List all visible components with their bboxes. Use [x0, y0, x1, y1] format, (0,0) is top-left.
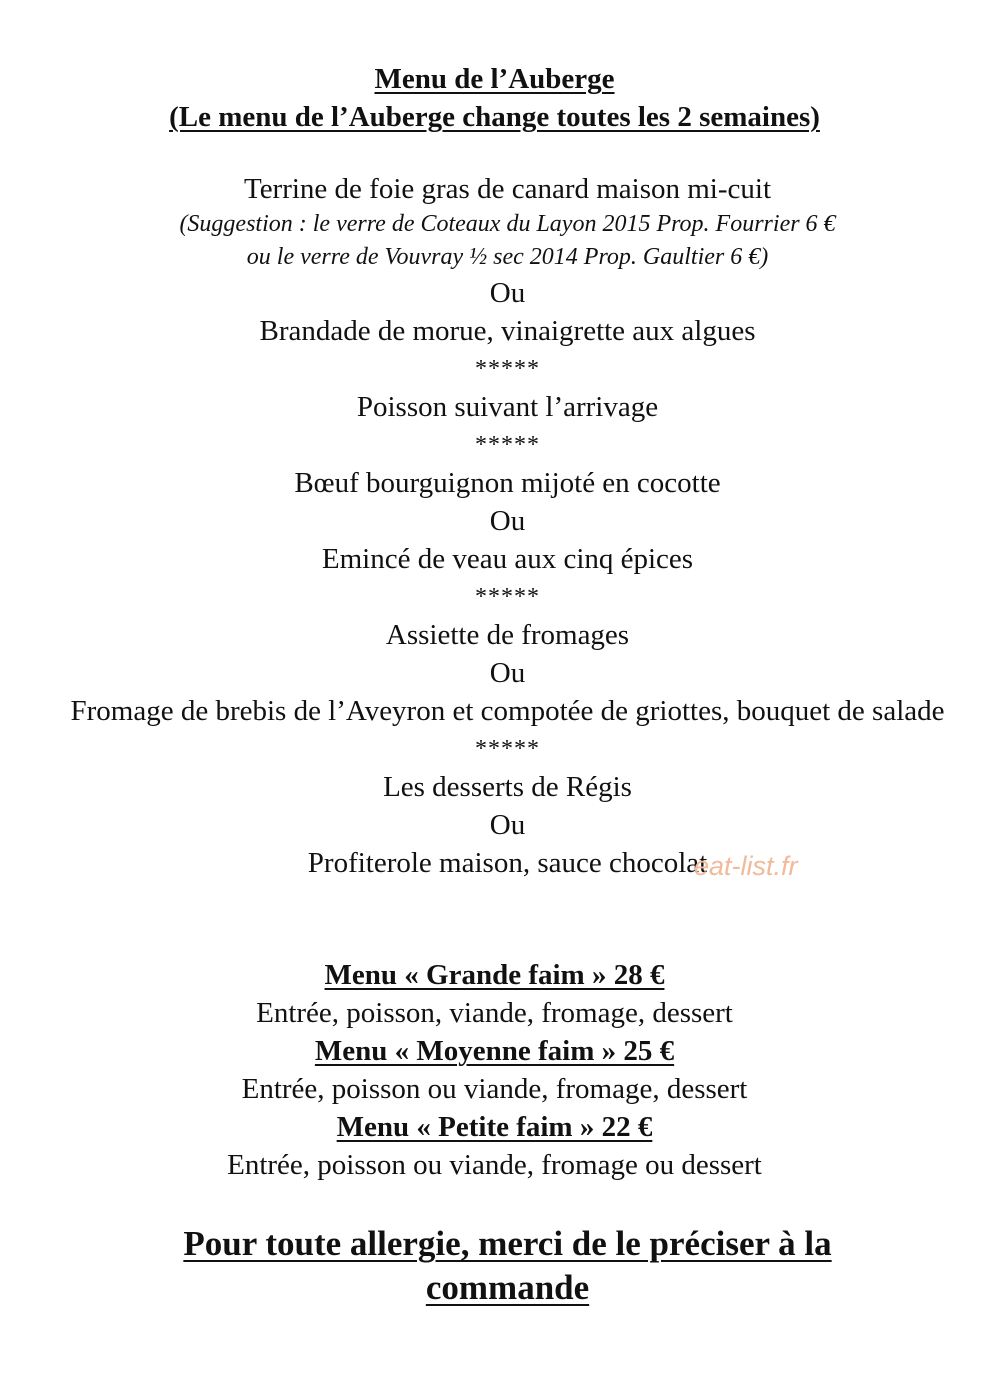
dessert-item: Les desserts de Régis	[383, 771, 632, 803]
course-separator: *****	[475, 736, 540, 762]
dessert-item: Profiterole maison, sauce chocolat	[307, 847, 708, 879]
formula-title: Menu « Moyenne faim » 25 €	[314, 1035, 675, 1067]
wine-suggestion: ou le verre de Vouvray ½ sec 2014 Prop. Gaultier 6 €)	[246, 244, 769, 270]
or-separator: Ou	[489, 277, 526, 309]
formulas-list	[0, 956, 989, 1184]
courses-list	[60, 170, 955, 882]
meat-item: Emincé de veau aux cinq épices	[321, 543, 694, 575]
fish-item: Poisson suivant l’arrivage	[356, 391, 659, 423]
formula-description: Entrée, poisson, viande, fromage, dessert	[256, 997, 733, 1029]
cheese-item: Assiette de fromages	[385, 619, 630, 651]
formula-title: Menu « Petite faim » 22 €	[336, 1111, 653, 1143]
menu-header	[0, 60, 989, 136]
course-separator: *****	[475, 356, 540, 382]
allergy-notice-text: Pour toute allergie, merci de le préciser à la commande	[183, 1224, 832, 1307]
or-separator: Ou	[489, 809, 526, 841]
meat-item: Bœuf bourguignon mijoté en cocotte	[294, 467, 721, 499]
or-separator: Ou	[489, 657, 526, 689]
course-separator: *****	[475, 584, 540, 610]
formula-title: Menu « Grande faim » 28 €	[324, 959, 665, 991]
cheese-item: Fromage de brebis de l’Aveyron et compotée de griottes, bouquet de salade	[70, 695, 945, 727]
formula-description: Entrée, poisson ou viande, fromage, dessert	[241, 1073, 748, 1105]
menu-subtitle: (Le menu de l’Auberge change toutes les 2 semaines)	[169, 101, 820, 133]
starter-item: Brandade de morue, vinaigrette aux algues	[259, 315, 756, 347]
formula-description: Entrée, poisson ou viande, fromage ou dessert	[227, 1149, 762, 1181]
wine-suggestion: (Suggestion : le verre de Coteaux du Layon 2015 Prop. Fourrier 6 €	[179, 211, 836, 237]
starter-item: Terrine de foie gras de canard maison mi-cuit	[244, 173, 771, 205]
watermark: eat-list.fr	[694, 851, 798, 881]
menu-title: Menu de l’Auberge	[374, 63, 615, 95]
course-separator: *****	[475, 432, 540, 458]
allergy-notice	[100, 1222, 915, 1310]
or-separator: Ou	[489, 505, 526, 537]
